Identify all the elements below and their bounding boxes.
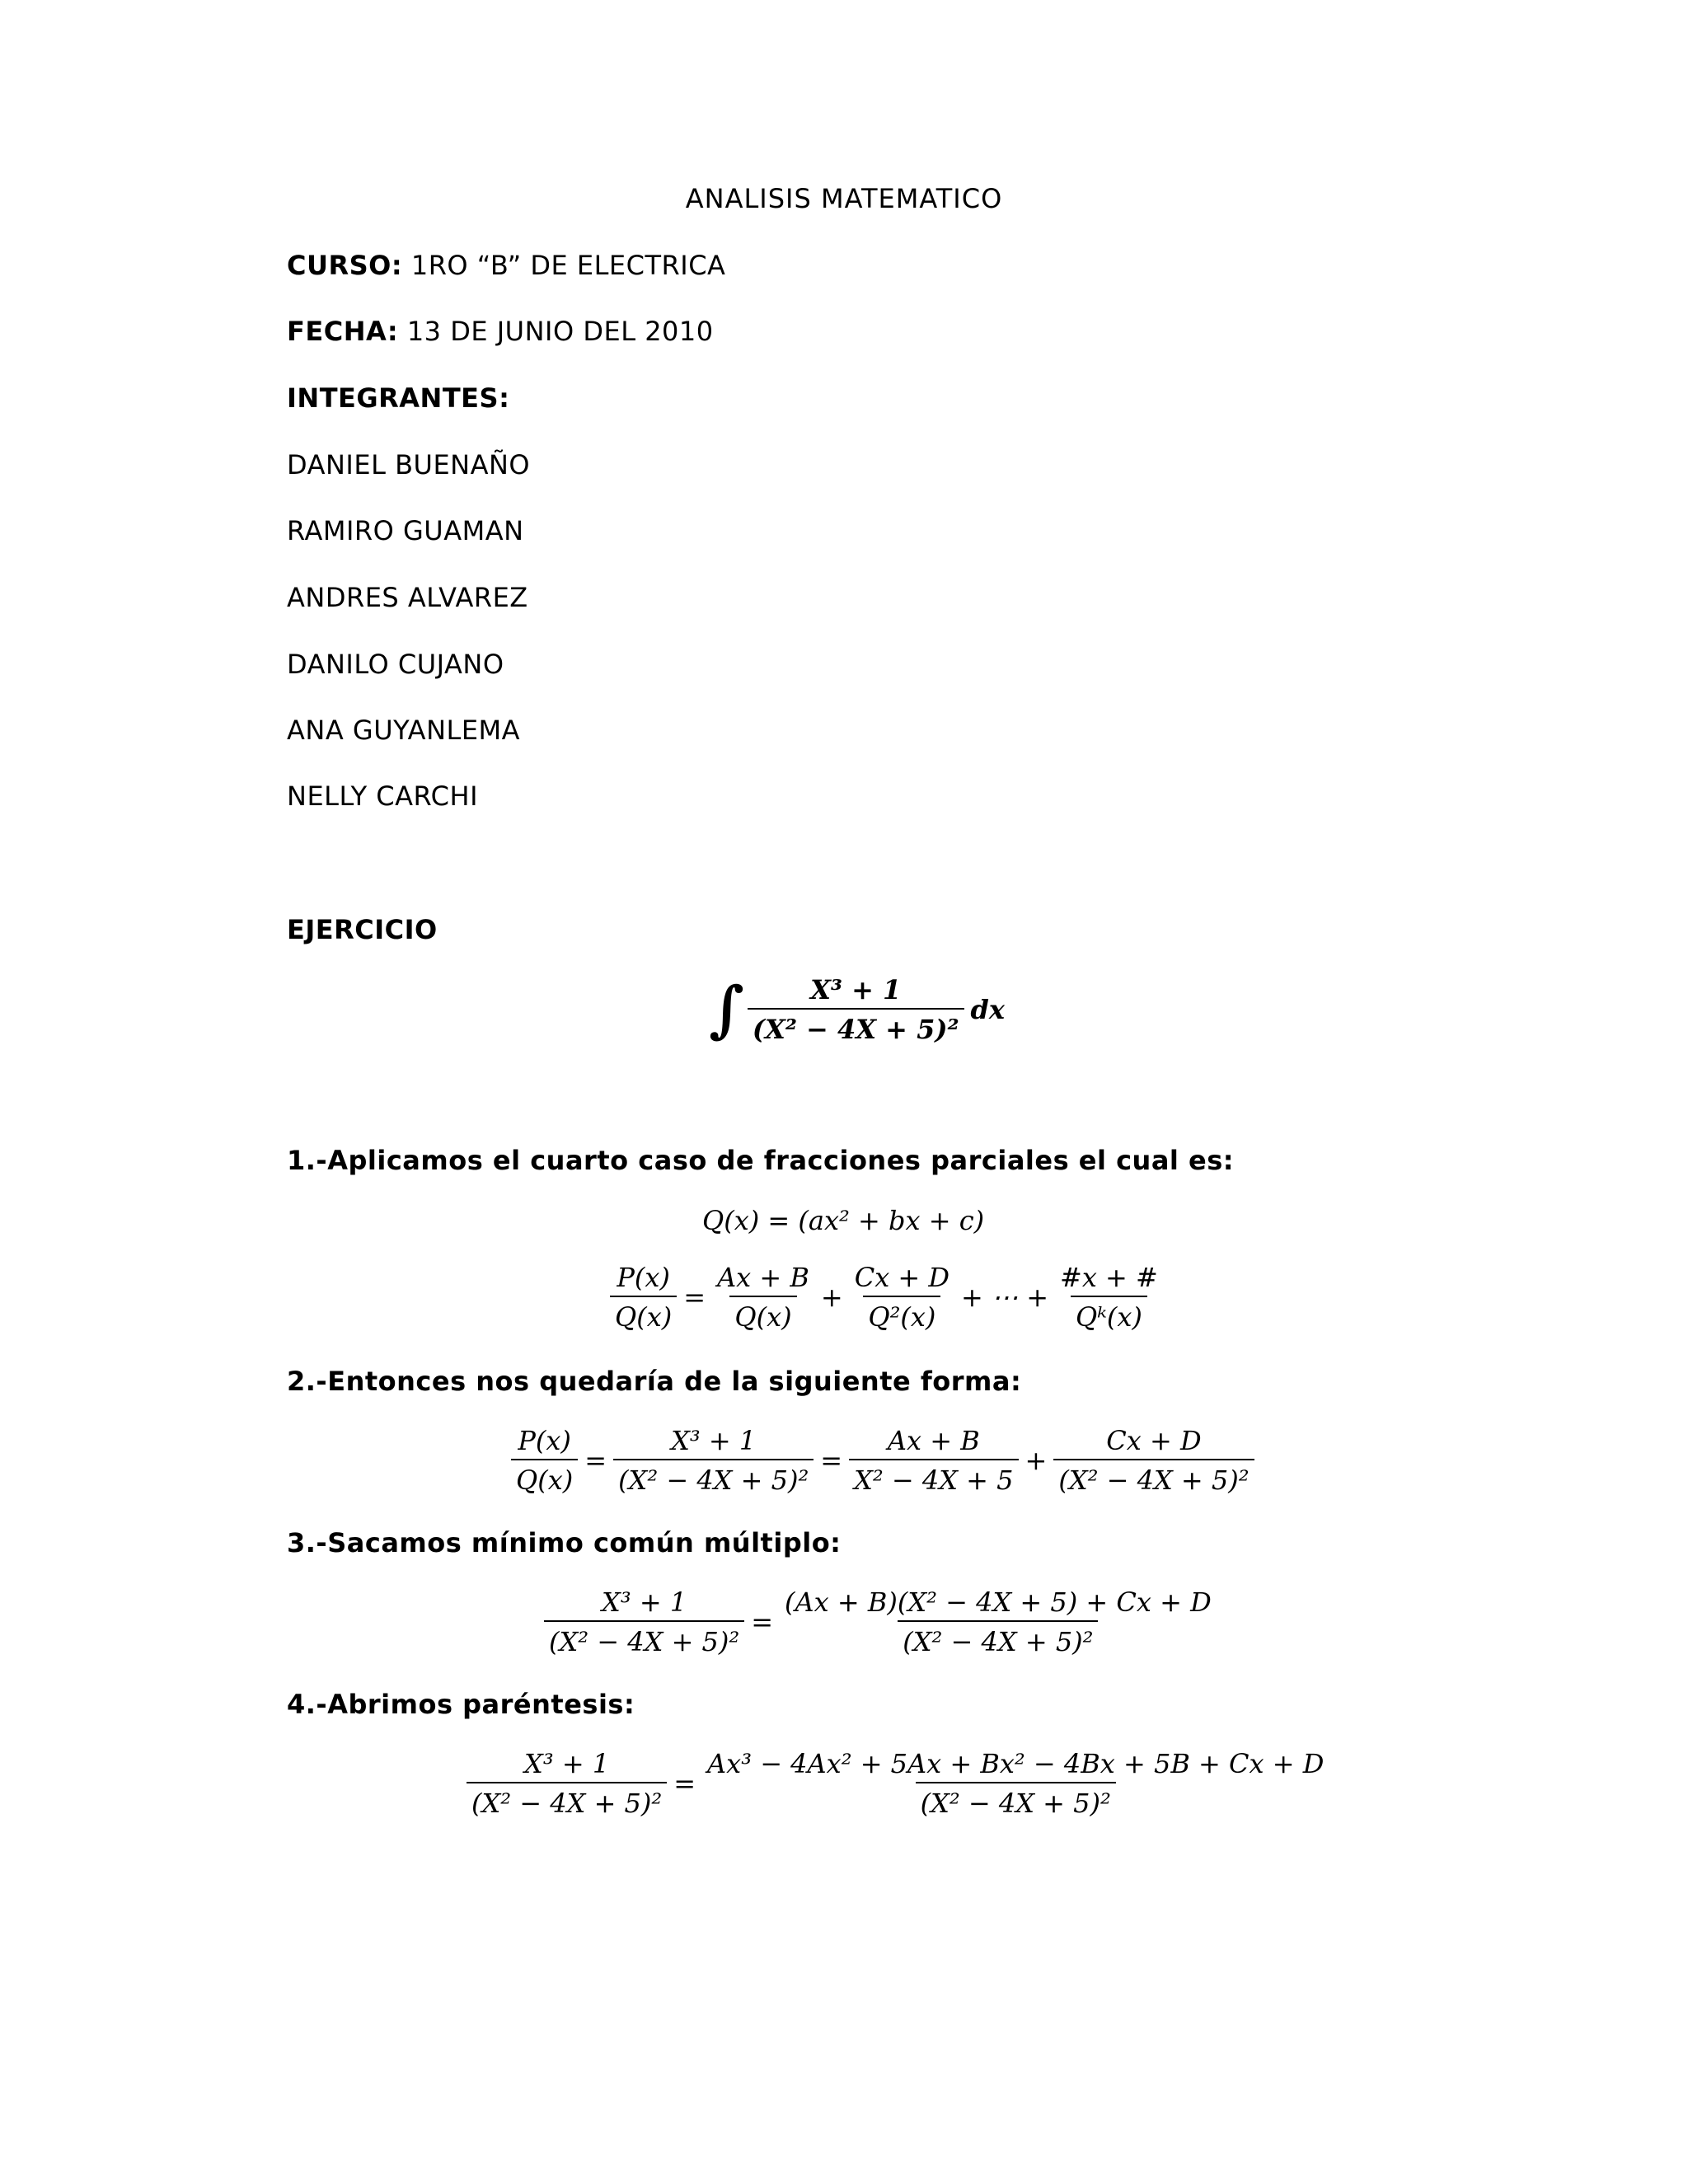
fraction-denominator: (X² − 4X + 5)² — [898, 1620, 1098, 1658]
member-name: NELLY CARCHI — [287, 780, 478, 812]
fraction — [850, 1261, 954, 1333]
fraction-denominator: (X² − 4X + 5)² — [916, 1782, 1116, 1820]
fraction-denominator: (X² − 4X + 5)² — [613, 1459, 814, 1497]
q-definition: Q(x) = (ax² + bx + c) — [702, 1205, 985, 1236]
fraction-denominator: (X² − 4X + 5)² — [1053, 1459, 1254, 1497]
fraction — [780, 1586, 1217, 1658]
fraction-numerator: P(x) — [617, 1262, 670, 1293]
step-2-text: 2.-Entonces nos quedaría de la siguiente forma: — [287, 1366, 1022, 1397]
plus-sign: + — [820, 1282, 843, 1313]
fraction — [467, 1747, 667, 1820]
fraction — [610, 1261, 677, 1333]
fraction-numerator: P(x) — [518, 1425, 571, 1456]
fraction-denominator: Q²(x) — [863, 1296, 940, 1333]
fraction-denominator: (X² − 4X + 5)² — [748, 1008, 964, 1046]
step-1-text: 1.-Aplicamos el cuarto caso de fracciones parciales el cual es: — [287, 1145, 1235, 1176]
fraction-numerator: X³ + 1 — [671, 1425, 757, 1456]
fraction-numerator: Ax + B — [717, 1262, 809, 1293]
fraction-denominator: Q(x) — [610, 1296, 677, 1333]
fraction-numerator: Ax + B — [887, 1425, 980, 1456]
fraction — [613, 1424, 814, 1497]
fraction-numerator: Cx + D — [854, 1262, 950, 1293]
fraction-numerator: #x + # — [1060, 1262, 1158, 1293]
differential: dx — [970, 994, 1005, 1025]
step-2-equation — [511, 1424, 1254, 1497]
fraction — [702, 1747, 1329, 1820]
page-title: ANALISIS MATEMATICO — [685, 183, 1003, 214]
fraction — [1055, 1261, 1163, 1333]
plus-sign: + — [1025, 1445, 1048, 1476]
fraction-numerator: (Ax + B)(X² − 4X + 5) + Cx + D — [785, 1586, 1212, 1618]
integral-fraction — [748, 973, 964, 1046]
fraction-numerator: X³ + 1 — [810, 974, 902, 1005]
integral-sign: ∫ — [709, 974, 744, 1045]
equals-sign: = — [751, 1606, 774, 1638]
curso-label: CURSO: — [287, 250, 403, 281]
equals-sign: = — [673, 1768, 696, 1799]
member-name: ANDRES ALVAREZ — [287, 582, 528, 613]
fraction — [511, 1424, 578, 1497]
fraction-denominator: (X² − 4X + 5)² — [544, 1620, 744, 1658]
fraction-numerator: X³ + 1 — [602, 1586, 687, 1618]
step-4-text: 4.-Abrimos paréntesis: — [287, 1689, 635, 1720]
fraction-numerator: X³ + 1 — [524, 1748, 610, 1779]
fraction-numerator: Cx + D — [1106, 1425, 1202, 1456]
fecha-line — [287, 315, 714, 348]
fraction-denominator: Qᵏ(x) — [1071, 1296, 1147, 1333]
member-name: RAMIRO GUAMAN — [287, 515, 524, 546]
curso-line — [287, 249, 725, 282]
member-name: DANIEL BUENAÑO — [287, 449, 531, 480]
fraction-denominator: X² − 4X + 5 — [849, 1459, 1018, 1497]
step-4-equation — [467, 1747, 1329, 1820]
ejercicio-label: EJERCICIO — [287, 914, 438, 945]
integral-expression — [709, 972, 1011, 1047]
equals-sign: = — [683, 1282, 706, 1313]
fraction-denominator: Q(x) — [511, 1459, 578, 1497]
fraction — [849, 1424, 1018, 1497]
fraction — [712, 1261, 814, 1333]
fraction-numerator: Ax³ − 4Ax² + 5Ax + Bx² − 4Bx + 5B + Cx + D — [707, 1748, 1325, 1779]
member-name: ANA GUYANLEMA — [287, 715, 521, 746]
step-3-text: 3.-Sacamos mínimo común múltiplo: — [287, 1527, 842, 1558]
fecha-value: 13 DE JUNIO DEL 2010 — [398, 316, 714, 347]
fraction-denominator: (X² − 4X + 5)² — [467, 1782, 667, 1820]
equals-sign: = — [584, 1445, 607, 1476]
step-3-equation — [544, 1586, 1217, 1658]
fraction — [1053, 1424, 1254, 1497]
general-partial-fraction — [610, 1261, 1163, 1333]
fecha-label: FECHA: — [287, 316, 399, 347]
fraction — [544, 1586, 744, 1658]
fraction-denominator: Q(x) — [729, 1296, 796, 1333]
integrantes-label: INTEGRANTES: — [287, 382, 510, 414]
equals-sign: = — [820, 1445, 843, 1476]
ellipsis-terms: + ⋯ + — [961, 1282, 1049, 1313]
member-name: DANILO CUJANO — [287, 649, 504, 680]
curso-value: 1RO “B” DE ELECTRICA — [402, 250, 726, 281]
